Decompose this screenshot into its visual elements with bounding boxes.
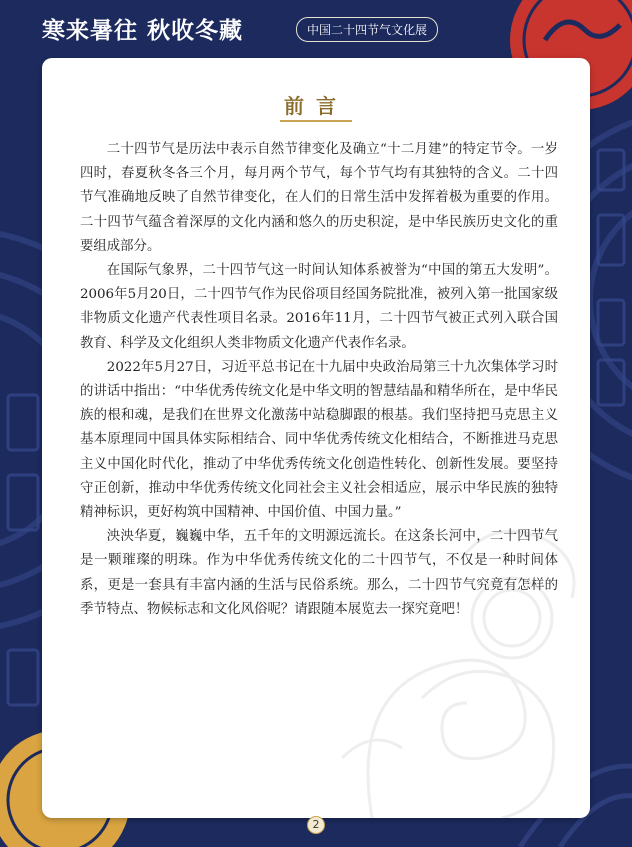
content-card — [42, 58, 590, 818]
exhibition-badge: 中国二十四节气文化展 — [296, 17, 438, 42]
preface-text — [80, 138, 558, 622]
title-underline — [280, 120, 352, 122]
paragraph: 在国际气象界，二十四节气这一时间认知体系被誉为“中国的第五大发明”。2006年5月20日，二十四节气作为民俗项目经国务院批准，被列入第一批国家级非物质文化遗产代表性项目名录。2016年11月，二十四节气被正式列入联合国教育、科学及文化组织人类非物质文化遗产代表作名录。 — [80, 263, 558, 351]
paragraph: 2022年5月27日，习近平总书记在十九届中央政治局第三十九次集体学习时的讲话中指出：“中华优秀传统文化是中华文明的智慧结晶和精华所在，是中华民族的根和魂，是我们在世界文化激荡中站稳脚跟的根基。我们坚持把马克思主义基本原理同中国具体实际相结合、同中华优秀传统文化相结合，不断推进马克思主义中国化时代化，推动了中华优秀传统文化创造性转化、创新性发展。要坚持守正创新，推动中华优秀传统文化同社会主义社会相适应，展示中华民族的独特精神标识，更好构筑中国精神、中国价值、中国力量。” — [80, 359, 558, 521]
paragraph: 泱泱华夏，巍巍中华，五千年的文明源远流长。在这条长河中，二十四节气是一颗璀璨的明珠。作为中华优秀传统文化的二十四节气，不仅是一种时间体系，更是一套具有丰富内涵的生活与民俗系统。那么，二十四节气究竟有怎样的季节特点、物候标志和文化风俗呢？请跟随本展览去一探究竟吧！ — [80, 529, 558, 617]
page-header-title: 寒来暑往 秋收冬藏 — [42, 17, 244, 44]
paragraph: 二十四节气是历法中表示自然节律变化及确立“十二月建”的特定节令。一岁四时，春夏秋冬各三个月，每月两个节气，每个节气均有其独特的含义。二十四节气准确地反映了自然节律变化，在人们的日常生活中发挥着极为重要的作用。二十四节气蕴含着深厚的文化内涵和悠久的历史积淀，是中华民族历史文化的重要组成部分。 — [80, 142, 558, 254]
page-title: 前言 — [284, 94, 348, 118]
page-number: 2 — [307, 816, 325, 834]
